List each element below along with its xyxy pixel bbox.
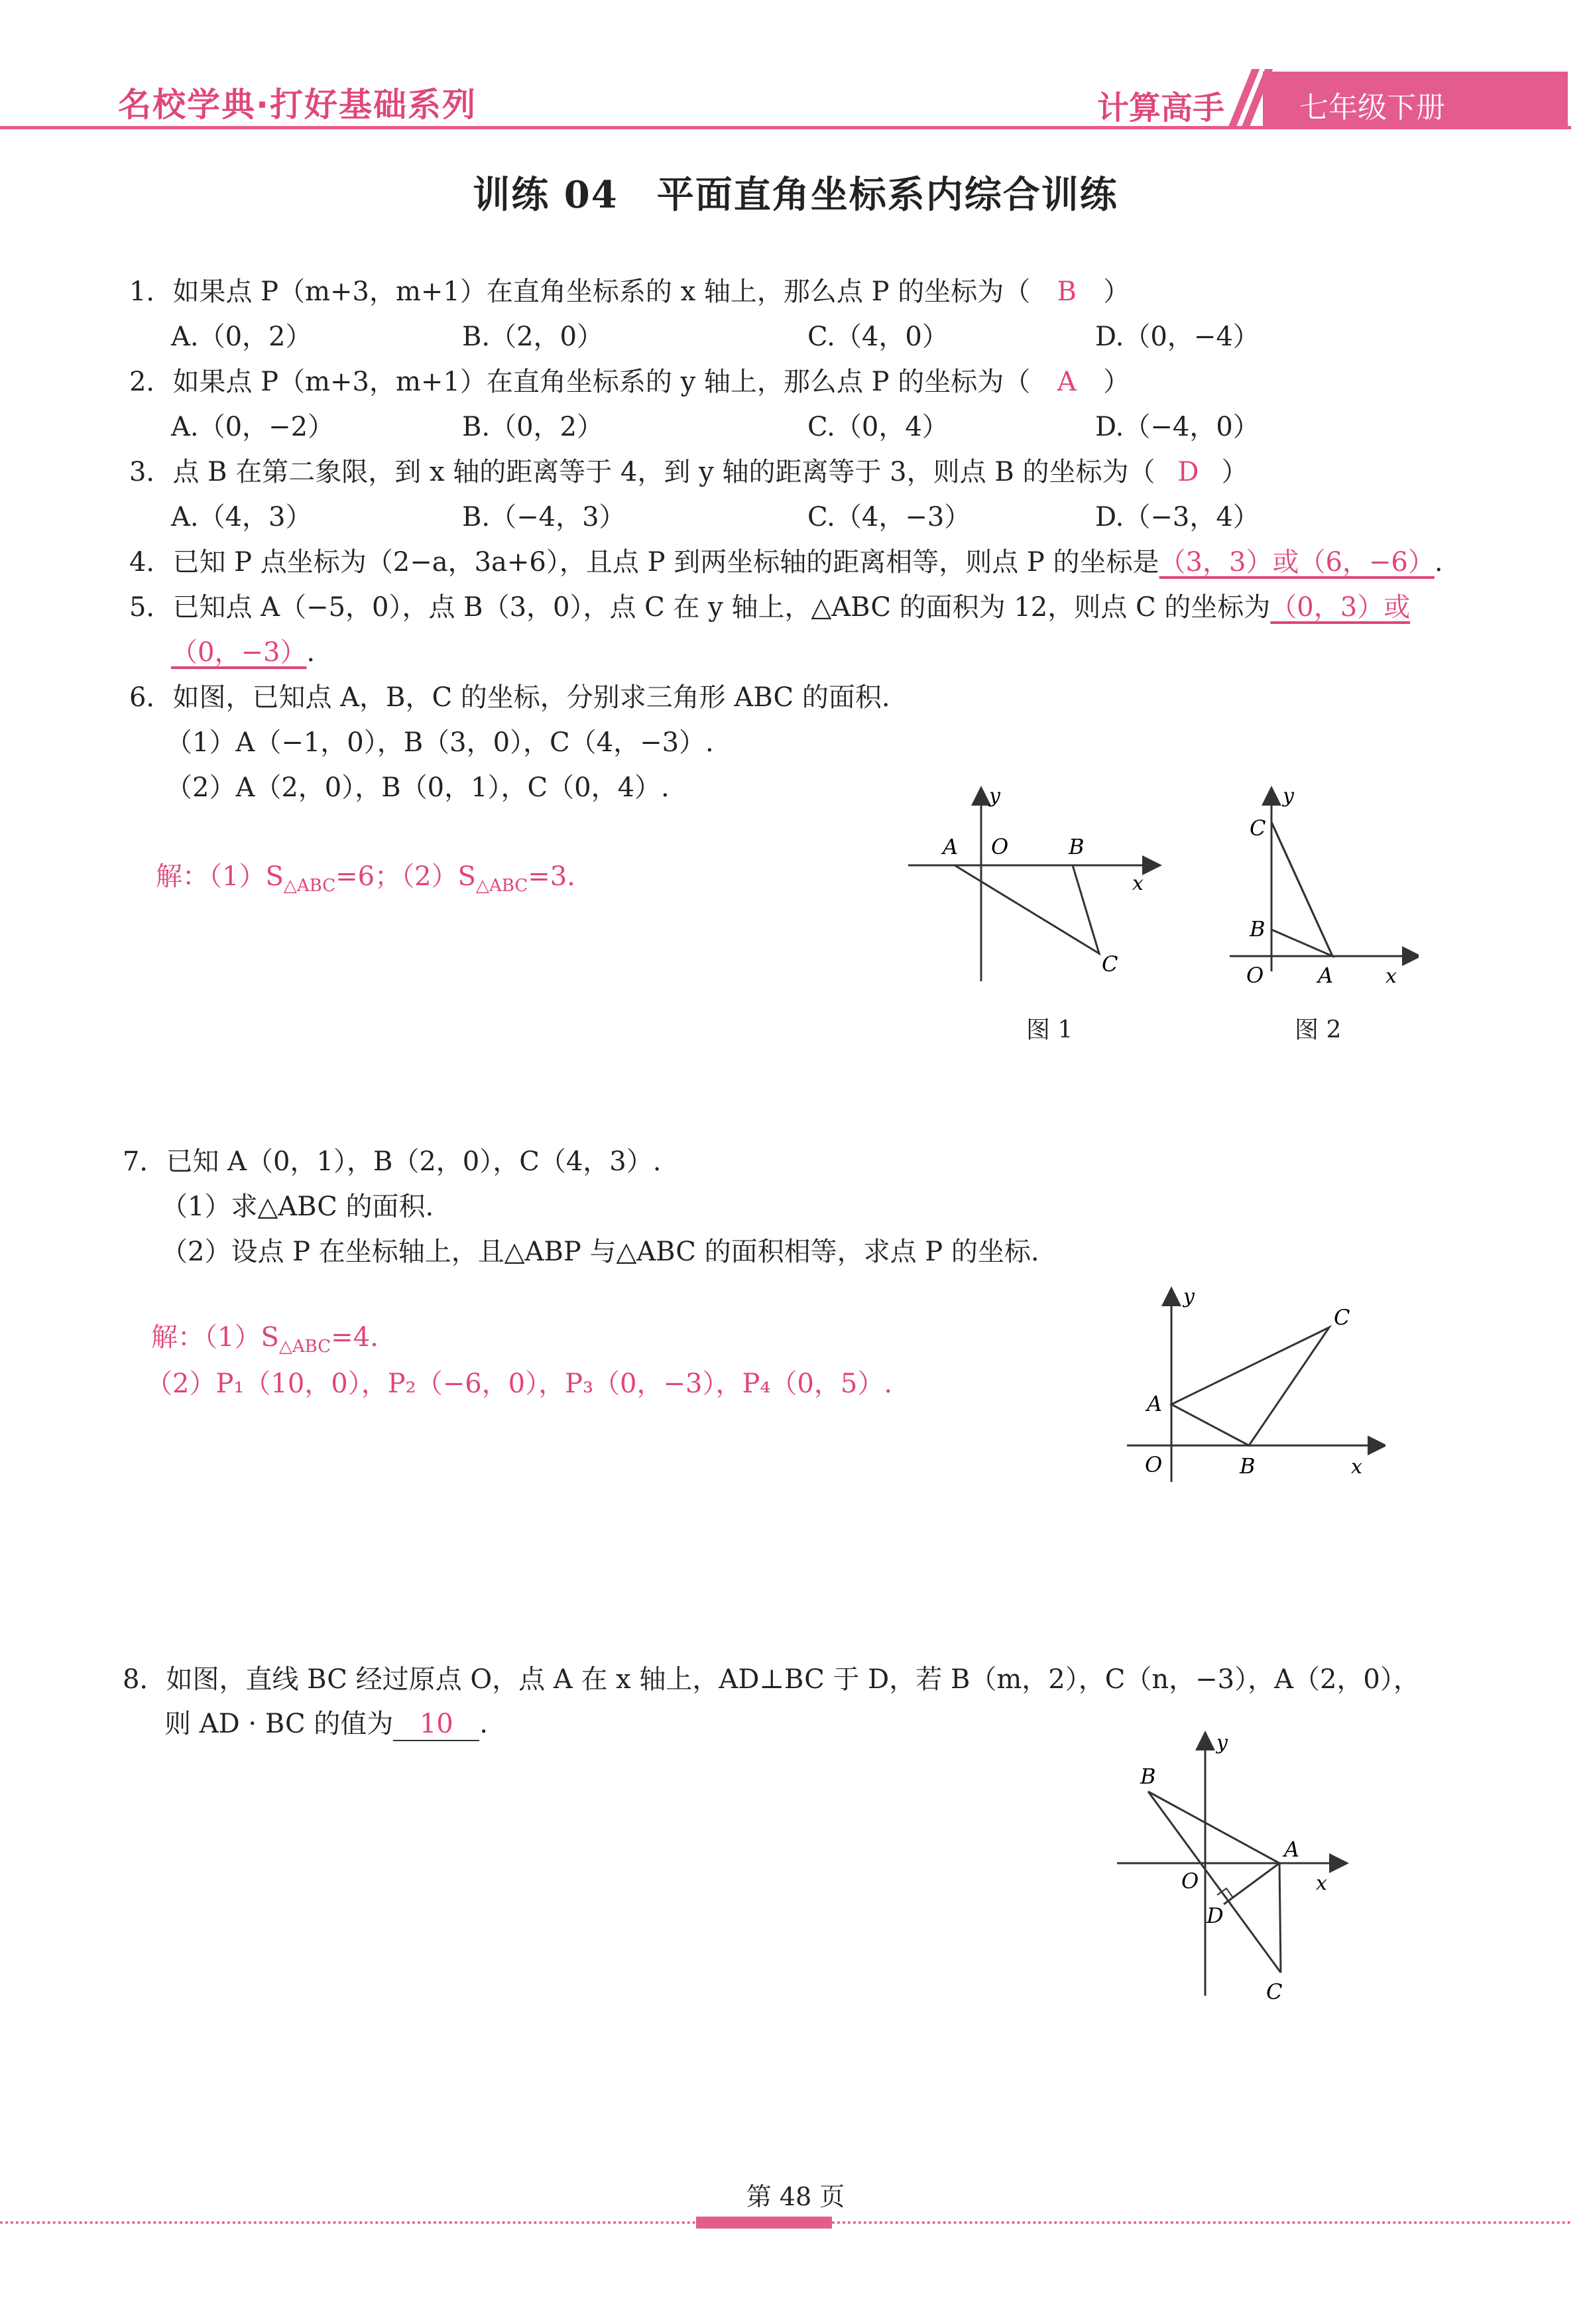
fig8-line-ac (1279, 1863, 1281, 1973)
question-2-answer: A (1057, 367, 1077, 397)
fig8-label-d: D (1207, 1903, 1224, 1928)
question-1 (129, 273, 1130, 310)
fig7-label-b: B (1240, 1453, 1256, 1479)
fig8-label-b: B (1140, 1764, 1156, 1789)
question-2-stem: 2．如果点 P（m+3，m+1）在直角坐标系的 y 轴上，那么点 P 的坐标为（ (129, 367, 1031, 397)
fig8-label-x: x (1316, 1872, 1327, 1895)
question-1-option-a: A.（0，2） (171, 322, 312, 352)
fig7-label-y: y (1183, 1286, 1195, 1308)
fig8-line-ad (1224, 1863, 1279, 1904)
question-3-answer: D (1177, 457, 1199, 487)
question-1-option-b: B.（2，0） (462, 322, 604, 352)
question-6-solution: 解：$(1)S_{\triangle ABC}=6$；$(2)S_{\triangle ABC}=3$. (156, 861, 575, 896)
fig8-label-a: A (1284, 1837, 1300, 1862)
fig2-label-x: x (1385, 965, 1397, 988)
question-2-option-c: C.（0，4） (807, 412, 949, 442)
question-8-stem: 8．如图，直线 BC 经过原点 O，点 A 在 x 轴上，AD⊥BC 于 D，若 B（m，2），C（n，−3），A（2，0）， (123, 1664, 1420, 1695)
question-3-stem: 3．点 B 在第二象限，到 x 轴的距离等于 4，到 y 轴的距离等于 3，则点 B 的坐标为（ (129, 457, 1155, 487)
question-6-part-1: （1）A（−1，0），B（3，0），C（4，−3）. (166, 727, 714, 758)
fig8-line-ba (1148, 1792, 1279, 1863)
fig8-label-c: C (1266, 1979, 1283, 2004)
page-title: 训练 04 平面直角坐标系内综合训练 (473, 173, 1118, 217)
figure-1-caption: 图 1 (1026, 1016, 1073, 1044)
page-number: 第 48 页 (746, 2182, 845, 2211)
header-grade-label: 七年级下册 (1299, 91, 1445, 125)
fig8-line-bc (1148, 1792, 1281, 1973)
question-1-option-c: C.（4，0） (807, 322, 949, 352)
question-1-stem: 1．如果点 P（m+3，m+1）在直角坐标系的 x 轴上，那么点 P 的坐标为（ (129, 276, 1031, 307)
fig7-label-a: A (1147, 1391, 1163, 1416)
fig7-label-o: O (1145, 1452, 1163, 1477)
fig1-label-c: C (1102, 951, 1118, 977)
question-8-line2: 则 AD · BC 的值为 10 . (164, 1705, 488, 1743)
question-2-option-b: B.（0，2） (462, 412, 604, 442)
fig1-label-b: B (1069, 834, 1085, 859)
question-7-part-2: （2）设点 P 在坐标轴上，且△ABP 与△ABC 的面积相等，求点 P 的坐标. (161, 1237, 1039, 1267)
fig8-label-o: O (1181, 1868, 1199, 1894)
fig8-label-y: y (1216, 1731, 1228, 1754)
question-5-answer-part1: （0，3）或 (1270, 592, 1411, 623)
question-6-part-2: （2）A（2，0），B（0，1），C（0，4）. (166, 772, 670, 803)
question-7-solution-1: 解：$(1)S_{\triangle ABC}=4$. (151, 1322, 379, 1357)
question-3-option-d: D.（−3，4） (1095, 502, 1260, 532)
footer-bar (696, 2217, 832, 2229)
figure-q7 (1120, 1286, 1385, 1492)
question-4-end: . (1434, 547, 1443, 578)
figure-1 (902, 782, 1167, 1021)
series-title: 名校学典·打好基础系列 (118, 86, 477, 124)
fig1-label-o: O (991, 834, 1009, 859)
fig7-triangle (1171, 1327, 1329, 1445)
figure-q8 (1107, 1731, 1359, 2016)
fig7-label-c: C (1334, 1305, 1350, 1330)
fig1-label-y: y (989, 784, 1000, 808)
question-5-end: . (306, 637, 316, 668)
fig1-label-x: x (1132, 872, 1144, 895)
question-5-answer-part2: （0，−3） (171, 637, 307, 668)
footer-dotted-rule-left (0, 2221, 696, 2224)
question-2-option-d: D.（−4，0） (1095, 412, 1260, 442)
question-3-close: ） (1221, 457, 1248, 487)
fig2-label-a: A (1318, 963, 1334, 988)
question-6-stem: 6．如图，已知点 A，B，C 的坐标，分别求三角形 ABC 的面积. (129, 682, 890, 713)
question-2-option-a: A.（0，−2） (171, 412, 335, 442)
question-2-close: ） (1103, 367, 1130, 397)
fig2-label-b: B (1250, 916, 1266, 942)
question-1-option-d: D.（0，−4） (1095, 322, 1260, 352)
footer-dotted-rule-right (832, 2221, 1571, 2224)
question-2 (129, 363, 1130, 400)
question-1-close: ） (1103, 276, 1130, 307)
header-calc-label: 计算高手 (1097, 90, 1225, 127)
question-3 (129, 454, 1248, 491)
question-3-option-b: B.（−4，3） (462, 502, 626, 532)
fig2-label-o: O (1246, 963, 1264, 988)
question-7-part-1: （1）求△ABC 的面积. (161, 1192, 434, 1222)
question-3-option-a: A.（4，3） (171, 502, 312, 532)
fig1-triangle (955, 865, 1099, 953)
question-8-answer: 10 (393, 1708, 479, 1741)
figure-2-caption: 图 2 (1295, 1016, 1342, 1044)
fig2-label-y: y (1283, 784, 1294, 808)
question-4-answer: （3，3）或（6，−6） (1159, 547, 1435, 578)
figure-2 (1220, 782, 1419, 1008)
question-1-answer: B (1057, 276, 1077, 307)
question-4 (129, 544, 1443, 581)
question-5 (129, 589, 1410, 626)
question-7-stem: 7．已知 A（0，1），B（2，0），C（4，3）. (123, 1146, 662, 1177)
fig7-label-x: x (1351, 1455, 1362, 1479)
question-5-line2 (171, 634, 315, 671)
question-5-stem: 5．已知点 A（−5，0），点 B（3，0），点 C 在 y 轴上，△ABC 的面积为 12，则点 C 的坐标为 (129, 592, 1271, 623)
header-rule (0, 126, 1571, 129)
fig1-label-a: A (943, 834, 959, 859)
question-7-solution-2: （2）P₁（10，0），P₂（−6，0），P₃（0，−3），P₄（0，5）. (146, 1369, 893, 1399)
question-4-stem: 4．已知 P 点坐标为（2−a，3a+6），且点 P 到两坐标轴的距离相等，则点 P 的坐标是 (129, 547, 1159, 578)
fig2-label-c: C (1250, 816, 1266, 841)
question-3-option-c: C.（4，−3） (807, 502, 971, 532)
